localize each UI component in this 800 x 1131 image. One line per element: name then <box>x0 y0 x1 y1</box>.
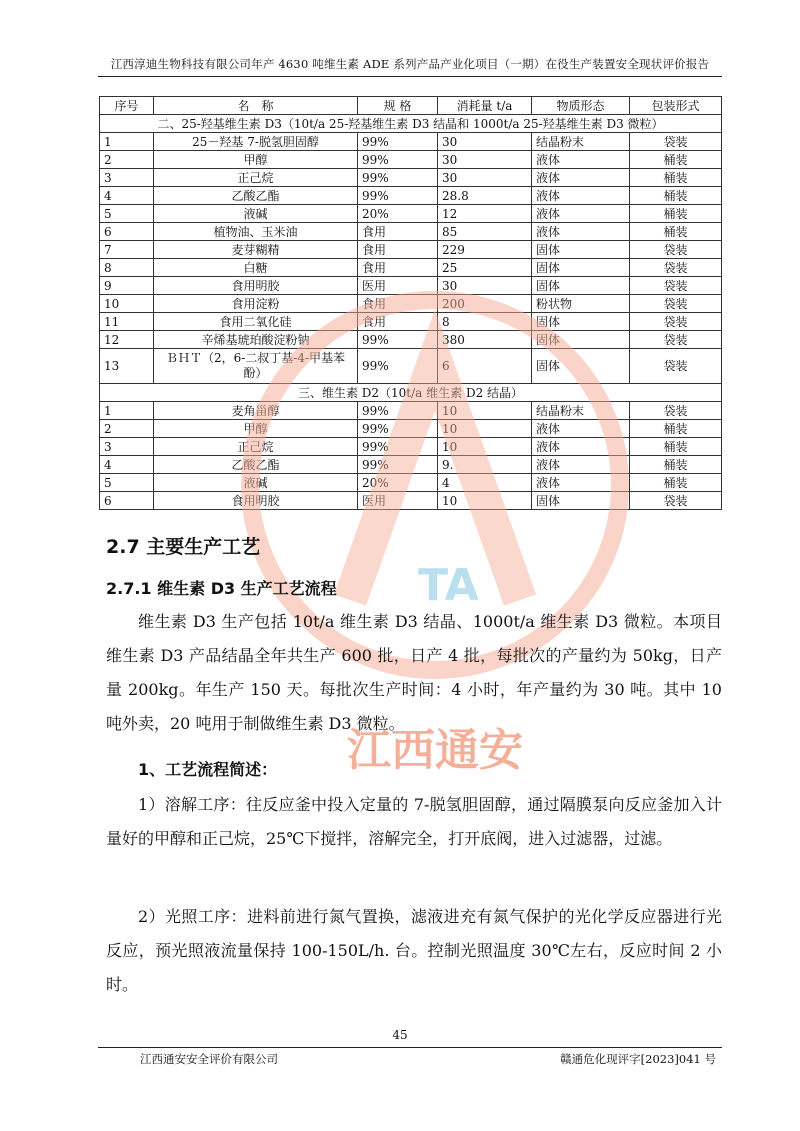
table-cell: 白糖 <box>154 259 358 277</box>
table-cell: 6 <box>438 349 532 384</box>
table-cell: 9. <box>438 456 532 474</box>
table-cell: 辛烯基琥珀酸淀粉钠 <box>154 331 358 349</box>
table-cell: 液体 <box>532 223 630 241</box>
table-cell: 袋装 <box>630 241 722 259</box>
column-header: 序号 <box>100 97 154 115</box>
table-cell: 桶装 <box>630 151 722 169</box>
table-cell: 食用二氧化硅 <box>154 313 358 331</box>
table-cell: 30 <box>438 169 532 187</box>
table-cell: 桶装 <box>630 456 722 474</box>
table-cell: 乙酸乙酯 <box>154 187 358 205</box>
table-row <box>100 349 722 384</box>
table-row <box>100 438 722 456</box>
table-cell: 麦芽糊精 <box>154 241 358 259</box>
table-cell: 麦角甾醇 <box>154 402 358 420</box>
table-cell: 3 <box>100 169 154 187</box>
table-row <box>100 420 722 438</box>
table-cell: 99% <box>358 151 438 169</box>
paragraph-intro: 维生素 D3 生产包括 10t/a 维生素 D3 结晶、1000t/a 维生素 D3 微粒。本项目维生素 D3 产品结晶全年共生产 600 批，日产 4 批，每批次的产量约为 50kg，日产量 200kg。年生产 150 天。每批次生产时间：4 小时，年产量约为 30 吨。其中 10 吨外卖，20 吨用于制做维生素 D3 微粒。 <box>106 612 722 733</box>
table-row <box>100 313 722 331</box>
table-row <box>100 187 722 205</box>
table-cell: 粉状物 <box>532 295 630 313</box>
table-cell: 2 <box>100 151 154 169</box>
table-cell: 桶装 <box>630 187 722 205</box>
table-cell: 袋装 <box>630 492 722 510</box>
table-row <box>100 492 722 510</box>
table-cell: 液体 <box>532 169 630 187</box>
table-row <box>100 456 722 474</box>
table-cell: 袋装 <box>630 313 722 331</box>
table-row <box>100 223 722 241</box>
table-cell: 食用 <box>358 223 438 241</box>
table-row <box>100 169 722 187</box>
table-cell: 固体 <box>532 349 630 384</box>
table-cell: 正己烷 <box>154 438 358 456</box>
footer-company: 江西通安安全评价有限公司 <box>140 1052 278 1066</box>
materials-table <box>99 96 722 510</box>
table-cell: 5 <box>100 474 154 492</box>
column-header: 物质形态 <box>532 97 630 115</box>
table-cell: 6 <box>100 223 154 241</box>
table-cell: 液体 <box>532 438 630 456</box>
watermark-text: 江西通安 <box>347 725 523 776</box>
table-cell: 11 <box>100 313 154 331</box>
table-cell: 99% <box>358 331 438 349</box>
subsection-title: 2.7.1 维生素 D3 生产工艺流程 <box>106 579 337 598</box>
table-row <box>100 277 722 295</box>
column-header: 消耗量 t/a <box>438 97 532 115</box>
table-cell: 99% <box>358 456 438 474</box>
table-cell: 医用 <box>358 277 438 295</box>
paragraph-dissolve: 1）溶解工序：往反应釜中投入定量的 7-脱氢胆固醇，通过隔膜泵向反应釜加入计量好的甲醇和正己烷，25℃下搅拌，溶解完全，打开底阀，进入过滤器，过滤。 <box>106 795 722 848</box>
table-cell: 食用明胶 <box>154 277 358 295</box>
table-cell: 99% <box>358 438 438 456</box>
table-cell: 4 <box>438 474 532 492</box>
table-cell: 229 <box>438 241 532 259</box>
table-cell: 固体 <box>532 313 630 331</box>
table-cell: 液体 <box>532 456 630 474</box>
watermark-letters: TA <box>418 560 479 611</box>
table-cell: 20% <box>358 474 438 492</box>
section-row <box>100 115 722 133</box>
table-cell: 液体 <box>532 205 630 223</box>
table-cell: 植物油、玉米油 <box>154 223 358 241</box>
table-cell: 4 <box>100 456 154 474</box>
table-cell: 8 <box>100 259 154 277</box>
table-cell: 10 <box>438 402 532 420</box>
table-cell: 25－羟基 7-脱氢胆固醇 <box>154 133 358 151</box>
column-header: 规 格 <box>358 97 438 115</box>
table-header-row <box>100 97 722 115</box>
table-cell: 99% <box>358 420 438 438</box>
table-cell: 袋装 <box>630 133 722 151</box>
table-cell: 袋装 <box>630 259 722 277</box>
table-row <box>100 205 722 223</box>
table-cell: 袋装 <box>630 277 722 295</box>
table-cell: 液体 <box>532 187 630 205</box>
table-cell: 30 <box>438 277 532 295</box>
table-cell: 液体 <box>532 474 630 492</box>
table-cell: 食用明胶 <box>154 492 358 510</box>
column-header: 名 称 <box>154 97 358 115</box>
table-cell: 食用 <box>358 313 438 331</box>
table-cell: 固体 <box>532 277 630 295</box>
table-cell: 液体 <box>532 151 630 169</box>
table-cell: 99% <box>358 133 438 151</box>
table-cell: 固体 <box>532 241 630 259</box>
table-cell: 固体 <box>532 331 630 349</box>
table-cell: 桶装 <box>630 420 722 438</box>
table-cell: 液碱 <box>154 474 358 492</box>
table-cell: 乙酸乙酯 <box>154 456 358 474</box>
table-cell: 8 <box>438 313 532 331</box>
table-cell: 液碱 <box>154 205 358 223</box>
table-cell: 桶装 <box>630 223 722 241</box>
table-cell: 10 <box>438 420 532 438</box>
table-cell: 6 <box>100 492 154 510</box>
table-cell: 10 <box>438 438 532 456</box>
table-cell: 袋装 <box>630 295 722 313</box>
section-title: 2.7 主要生产工艺 <box>106 536 261 558</box>
table-cell: 食用 <box>358 241 438 259</box>
table-row <box>100 474 722 492</box>
table-cell: 99% <box>358 169 438 187</box>
header-rule <box>98 76 722 77</box>
footer-doc-number: 赣通危化现评字[2023]041 号 <box>560 1052 716 1066</box>
table-cell: 28.8 <box>438 187 532 205</box>
table-cell: 25 <box>438 259 532 277</box>
table-cell: 10 <box>438 492 532 510</box>
table-cell: 4 <box>100 187 154 205</box>
table-cell: 9 <box>100 277 154 295</box>
table-cell: ＢＨＴ（2，6-二叔丁基-4-甲基苯酚） <box>154 349 358 384</box>
table-cell: 甲醇 <box>154 151 358 169</box>
table-cell: 结晶粉末 <box>532 133 630 151</box>
table-cell: 桶装 <box>630 205 722 223</box>
table-row <box>100 241 722 259</box>
page-header: 江西淳迪生物科技有限公司年产 4630 吨维生素 ADE 系列产品产业化项目（一期）在役生产装置安全现状评价报告 <box>110 57 710 71</box>
table-row <box>100 259 722 277</box>
table-cell: 食用淀粉 <box>154 295 358 313</box>
table-cell: 桶装 <box>630 438 722 456</box>
table-cell: 20% <box>358 205 438 223</box>
table-cell: 固体 <box>532 259 630 277</box>
table-cell: 结晶粉末 <box>532 402 630 420</box>
table-cell: 99% <box>358 402 438 420</box>
section-label: 三、维生素 D2（10t/a 维生素 D2 结晶） <box>100 384 722 402</box>
table-row <box>100 402 722 420</box>
table-cell: 固体 <box>532 492 630 510</box>
table-cell: 液体 <box>532 420 630 438</box>
table-cell: 袋装 <box>630 402 722 420</box>
table-row <box>100 295 722 313</box>
table-cell: 10 <box>100 295 154 313</box>
table-cell: 12 <box>438 205 532 223</box>
table-cell: 7 <box>100 241 154 259</box>
table-cell: 30 <box>438 133 532 151</box>
table-cell: 3 <box>100 438 154 456</box>
table-cell: 99% <box>358 349 438 384</box>
table-cell: 200 <box>438 295 532 313</box>
table-cell: 袋装 <box>630 349 722 384</box>
table-cell: 380 <box>438 331 532 349</box>
table-row <box>100 133 722 151</box>
table-cell: 2 <box>100 420 154 438</box>
flow-title: 1、工艺流程简述： <box>138 760 278 779</box>
footer-rule <box>98 1047 722 1048</box>
section-row <box>100 384 722 402</box>
table-cell: 12 <box>100 331 154 349</box>
table-cell: 1 <box>100 402 154 420</box>
column-header: 包装形式 <box>630 97 722 115</box>
table-cell: 5 <box>100 205 154 223</box>
table-cell: 医用 <box>358 492 438 510</box>
paragraph-illumination: 2）光照工序：进料前进行氮气置换，滤液进充有氮气保护的光化学反应器进行光反应，预光照液流量保持 100-150L/h. 台。控制光照温度 30℃左右，反应时间 2 小时。 <box>106 907 722 994</box>
table-cell: 桶装 <box>630 169 722 187</box>
table-cell: 甲醇 <box>154 420 358 438</box>
table-cell: 13 <box>100 349 154 384</box>
table-cell: 食用 <box>358 295 438 313</box>
table-row <box>100 151 722 169</box>
section-label: 二、25-羟基维生素 D3（10t/a 25-羟基维生素 D3 结晶和 1000t/a 25-羟基维生素 D3 微粒） <box>100 115 722 133</box>
page-number: 45 <box>392 1028 408 1042</box>
table-cell: 99% <box>358 187 438 205</box>
table-cell: 30 <box>438 151 532 169</box>
table-cell: 正己烷 <box>154 169 358 187</box>
table-cell: 桶装 <box>630 474 722 492</box>
table-cell: 袋装 <box>630 331 722 349</box>
table-cell: 1 <box>100 133 154 151</box>
table-row <box>100 331 722 349</box>
table-cell: 85 <box>438 223 532 241</box>
table-cell: 食用 <box>358 259 438 277</box>
